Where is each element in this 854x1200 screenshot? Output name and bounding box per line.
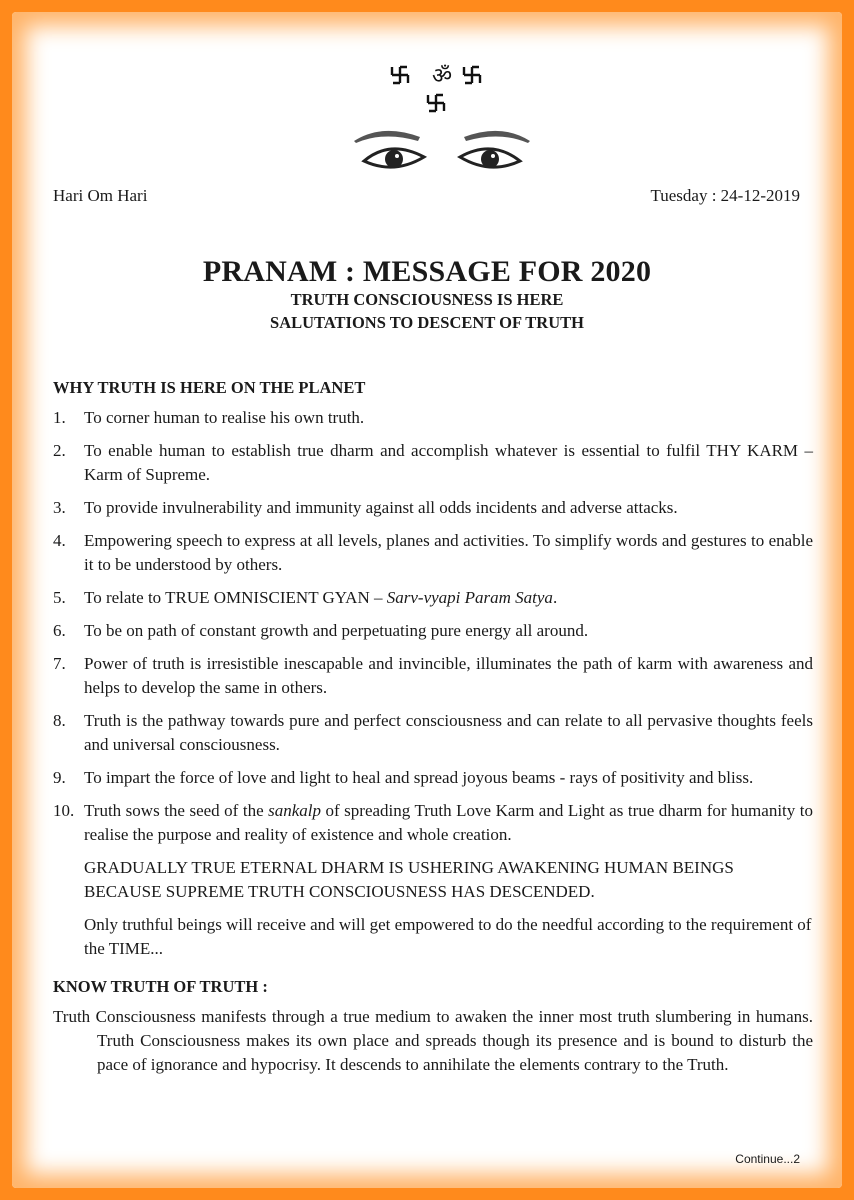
swastika-icon bbox=[428, 95, 444, 111]
list-item bbox=[53, 439, 813, 487]
caps-statement: GRADUALLY TRUE ETERNAL DHARM IS USHERING AWAKENING HUMAN BEINGS BECAUSE SUPREME TRUTH CONSCIOUSNESS HAS DESCENDED. bbox=[84, 858, 734, 901]
document-body bbox=[53, 376, 813, 1077]
section-heading: KNOW TRUTH OF TRUTH : bbox=[53, 977, 268, 996]
item-text: To relate to TRUE OMNISCIENT GYAN – Sarv-vyapi Param Satya. bbox=[84, 588, 558, 607]
list-item bbox=[53, 406, 813, 430]
greeting: Hari Om Hari bbox=[53, 186, 148, 205]
list-item bbox=[53, 799, 813, 847]
item-text: To provide invulnerability and immunity against all odds incidents and adverse attacks. bbox=[84, 498, 678, 517]
item-text: Empowering speech to express at all levels, planes and activities. To simplify words and gestures to enable it to be understood by others. bbox=[84, 531, 813, 574]
item-number: 1. bbox=[53, 408, 66, 427]
om-eyes-emblem bbox=[342, 57, 542, 177]
closing-statement: Only truthful beings will receive and will get empowered to do the needful according to the requirement of the TIME... bbox=[84, 915, 812, 958]
subtitle: TRUTH CONSCIOUSNESS IS HERE bbox=[290, 290, 564, 309]
item-number: 9. bbox=[53, 768, 66, 787]
document-page bbox=[12, 12, 842, 1188]
item-number: 6. bbox=[53, 621, 66, 640]
item-text: To corner human to realise his own truth. bbox=[84, 408, 365, 427]
date: Tuesday : 24-12-2019 bbox=[650, 186, 800, 205]
item-text: To impart the force of love and light to heal and spread joyous beams - rays of positivity and bliss. bbox=[84, 768, 754, 787]
item-number: 3. bbox=[53, 498, 66, 517]
paragraph: Truth Consciousness manifests through a true medium to awaken the inner most truth slumbering in humans. Truth Consciousness makes its own place and spreads though its presence and is bound to disturb the pace of ignorance and hypocrisy. It descends to annihilate the elements contrary to the Truth. bbox=[53, 1007, 813, 1074]
item-number: 2. bbox=[53, 441, 66, 460]
item-number: 5. bbox=[53, 588, 66, 607]
list-item bbox=[53, 496, 813, 520]
item-text: Truth sows the seed of the sankalp of spreading Truth Love Karm and Light as true dharm for humanity to realise the purpose and reality of existence and whole creation. bbox=[84, 801, 813, 844]
om-icon: ॐ bbox=[432, 64, 453, 89]
list-item bbox=[53, 529, 813, 577]
item-number: 4. bbox=[53, 531, 66, 550]
list-item bbox=[53, 709, 813, 757]
section-heading: WHY TRUTH IS HERE ON THE PLANET bbox=[53, 378, 366, 397]
item-text: To be on path of constant growth and perpetuating pure energy all around. bbox=[84, 621, 589, 640]
right-eyebrow bbox=[464, 131, 530, 143]
item-number: 7. bbox=[53, 654, 66, 673]
subtitle: SALUTATIONS TO DESCENT OF TRUTH bbox=[270, 313, 584, 332]
list-item bbox=[53, 652, 813, 700]
continue-note: Continue...2 bbox=[735, 1152, 800, 1166]
item-text: To enable human to establish true dharm and accomplish whatever is essential to fulfil THY KARM – Karm of Supreme. bbox=[84, 441, 813, 484]
swastika-icon bbox=[392, 67, 408, 83]
list-item bbox=[53, 619, 813, 643]
list-item bbox=[53, 586, 813, 610]
item-text: Truth is the pathway towards pure and perfect consciousness and can relate to all pervasive thoughts feels and universal consciousness. bbox=[84, 711, 813, 754]
reasons-list bbox=[53, 406, 813, 847]
item-number: 8. bbox=[53, 711, 66, 730]
left-eyebrow bbox=[354, 131, 420, 143]
item-text: Power of truth is irresistible inescapable and invincible, illuminates the path of karm with awareness and helps to develop the same in others. bbox=[84, 654, 813, 697]
swastika-icon bbox=[464, 67, 480, 83]
list-item bbox=[53, 766, 813, 790]
page-title: PRANAM : MESSAGE FOR 2020 bbox=[202, 255, 652, 288]
item-number: 10. bbox=[53, 801, 75, 820]
